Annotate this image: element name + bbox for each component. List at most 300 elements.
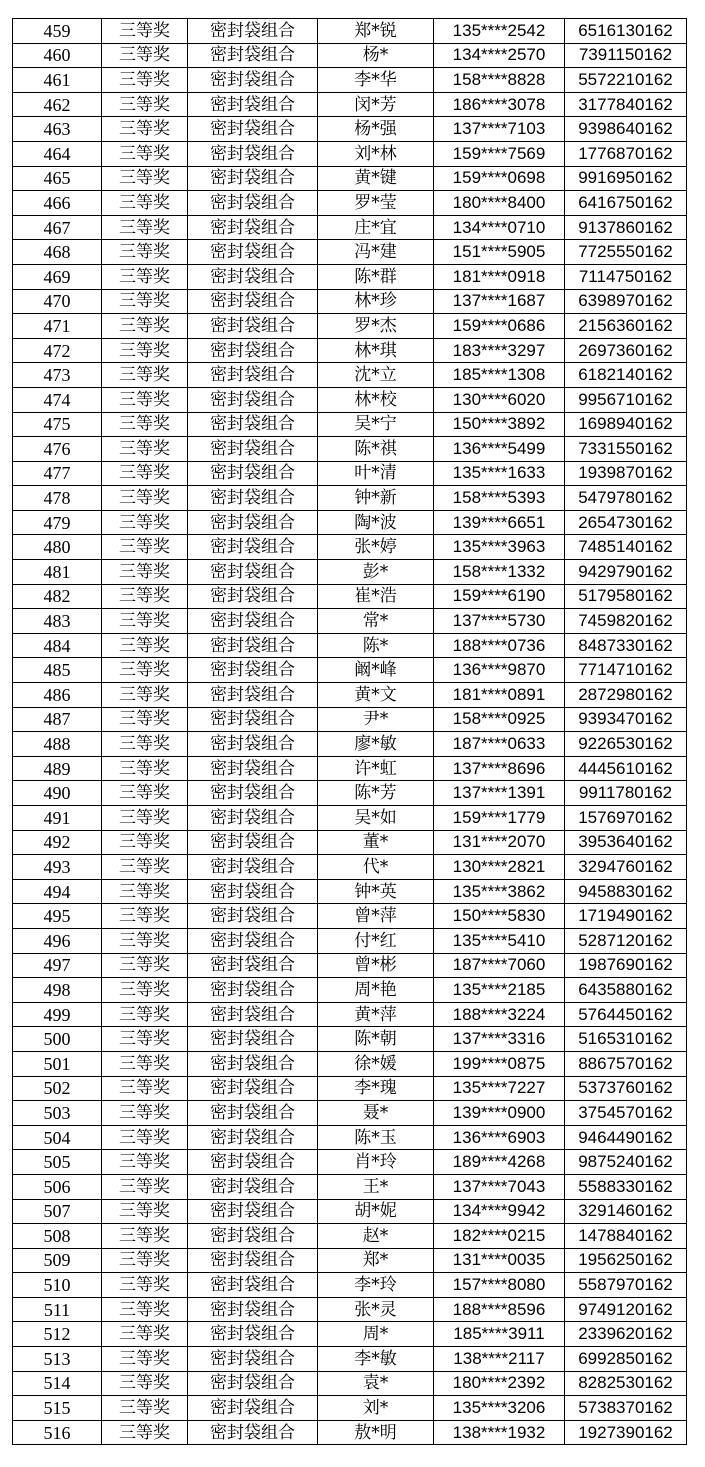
masked-phone-cell: 159****6190 <box>434 584 565 609</box>
row-number-cell: 481 <box>13 560 102 585</box>
row-number-cell: 480 <box>13 535 102 560</box>
masked-phone-cell: 137****1687 <box>434 289 565 314</box>
prize-item-cell: 密封袋组合 <box>188 1347 318 1372</box>
winner-name-cell: 李*瑰 <box>318 1076 434 1101</box>
table-row <box>13 289 687 314</box>
prize-level-cell: 三等奖 <box>102 1101 188 1126</box>
row-number-cell: 467 <box>13 215 102 240</box>
winner-name-cell: 郑*锐 <box>318 19 434 44</box>
table-row <box>13 1002 687 1027</box>
prize-level-cell: 三等奖 <box>102 338 188 363</box>
table-row <box>13 363 687 388</box>
table-row <box>13 1297 687 1322</box>
winner-name-cell: 庄*宜 <box>318 215 434 240</box>
masked-phone-cell: 138****2117 <box>434 1347 565 1372</box>
masked-phone-cell: 135****2185 <box>434 978 565 1003</box>
prize-item-cell: 密封袋组合 <box>188 1273 318 1298</box>
order-number-cell: 8487330162 <box>565 633 687 658</box>
table-row <box>13 584 687 609</box>
order-number-cell: 7714710162 <box>565 658 687 683</box>
winner-name-cell: 吴*宁 <box>318 412 434 437</box>
masked-phone-cell: 139****0900 <box>434 1101 565 1126</box>
order-number-cell: 7459820162 <box>565 609 687 634</box>
row-number-cell: 466 <box>13 191 102 216</box>
prize-item-cell: 密封袋组合 <box>188 953 318 978</box>
prize-item-cell: 密封袋组合 <box>188 363 318 388</box>
prize-level-cell: 三等奖 <box>102 43 188 68</box>
order-number-cell: 5165310162 <box>565 1027 687 1052</box>
prize-level-cell: 三等奖 <box>102 584 188 609</box>
winner-name-cell: 董* <box>318 830 434 855</box>
order-number-cell: 5738370162 <box>565 1396 687 1421</box>
winner-name-cell: 黄*键 <box>318 166 434 191</box>
row-number-cell: 512 <box>13 1322 102 1347</box>
row-number-cell: 460 <box>13 43 102 68</box>
row-number-cell: 473 <box>13 363 102 388</box>
masked-phone-cell: 134****9942 <box>434 1199 565 1224</box>
winner-name-cell: 袁* <box>318 1371 434 1396</box>
prize-item-cell: 密封袋组合 <box>188 658 318 683</box>
masked-phone-cell: 131****2070 <box>434 830 565 855</box>
order-number-cell: 8867570162 <box>565 1051 687 1076</box>
order-number-cell: 6992850162 <box>565 1347 687 1372</box>
table-row <box>13 338 687 363</box>
masked-phone-cell: 188****0736 <box>434 633 565 658</box>
prize-item-cell: 密封袋组合 <box>188 412 318 437</box>
winner-name-cell: 陈*群 <box>318 264 434 289</box>
prize-level-cell: 三等奖 <box>102 1248 188 1273</box>
row-number-cell: 469 <box>13 264 102 289</box>
masked-phone-cell: 159****0686 <box>434 314 565 339</box>
prize-level-cell: 三等奖 <box>102 68 188 93</box>
winner-name-cell: 陈*芳 <box>318 781 434 806</box>
order-number-cell: 1956250162 <box>565 1248 687 1273</box>
prize-item-cell: 密封袋组合 <box>188 338 318 363</box>
winner-name-cell: 杨* <box>318 43 434 68</box>
row-number-cell: 486 <box>13 683 102 708</box>
row-number-cell: 509 <box>13 1248 102 1273</box>
order-number-cell: 7331550162 <box>565 437 687 462</box>
table-row <box>13 1371 687 1396</box>
prize-level-cell: 三等奖 <box>102 1224 188 1249</box>
prize-level-cell: 三等奖 <box>102 387 188 412</box>
row-number-cell: 472 <box>13 338 102 363</box>
prize-level-cell: 三等奖 <box>102 1371 188 1396</box>
prize-item-cell: 密封袋组合 <box>188 560 318 585</box>
prize-level-cell: 三等奖 <box>102 658 188 683</box>
table-row <box>13 510 687 535</box>
row-number-cell: 468 <box>13 240 102 265</box>
prize-level-cell: 三等奖 <box>102 412 188 437</box>
table-row <box>13 1224 687 1249</box>
table-row <box>13 264 687 289</box>
order-number-cell: 9393470162 <box>565 707 687 732</box>
table-row <box>13 683 687 708</box>
winner-name-cell: 徐*媛 <box>318 1051 434 1076</box>
order-number-cell: 7391150162 <box>565 43 687 68</box>
winner-name-cell: 钟*英 <box>318 879 434 904</box>
prize-level-cell: 三等奖 <box>102 141 188 166</box>
table-row <box>13 1150 687 1175</box>
masked-phone-cell: 130****6020 <box>434 387 565 412</box>
prize-level-cell: 三等奖 <box>102 166 188 191</box>
winner-name-cell: 黄*文 <box>318 683 434 708</box>
masked-phone-cell: 150****5830 <box>434 904 565 929</box>
winner-name-cell: 许*虹 <box>318 756 434 781</box>
masked-phone-cell: 151****5905 <box>434 240 565 265</box>
row-number-cell: 516 <box>13 1420 102 1445</box>
table-row <box>13 978 687 1003</box>
table-row <box>13 535 687 560</box>
winner-name-cell: 陶*波 <box>318 510 434 535</box>
order-number-cell: 1576970162 <box>565 806 687 831</box>
winner-name-cell: 黄*萍 <box>318 1002 434 1027</box>
row-number-cell: 465 <box>13 166 102 191</box>
masked-phone-cell: 134****2570 <box>434 43 565 68</box>
prize-item-cell: 密封袋组合 <box>188 289 318 314</box>
masked-phone-cell: 136****6903 <box>434 1125 565 1150</box>
masked-phone-cell: 134****0710 <box>434 215 565 240</box>
row-number-cell: 510 <box>13 1273 102 1298</box>
winner-name-cell: 肖*玲 <box>318 1150 434 1175</box>
order-number-cell: 3294760162 <box>565 855 687 880</box>
order-number-cell: 9956710162 <box>565 387 687 412</box>
prize-item-cell: 密封袋组合 <box>188 486 318 511</box>
winner-name-cell: 代* <box>318 855 434 880</box>
masked-phone-cell: 159****0698 <box>434 166 565 191</box>
winner-name-cell: 陈* <box>318 633 434 658</box>
table-row <box>13 1027 687 1052</box>
row-number-cell: 483 <box>13 609 102 634</box>
prize-item-cell: 密封袋组合 <box>188 633 318 658</box>
prize-item-cell: 密封袋组合 <box>188 191 318 216</box>
masked-phone-cell: 188****8596 <box>434 1297 565 1322</box>
order-number-cell: 9137860162 <box>565 215 687 240</box>
row-number-cell: 493 <box>13 855 102 880</box>
prize-item-cell: 密封袋组合 <box>188 1248 318 1273</box>
prize-level-cell: 三等奖 <box>102 191 188 216</box>
masked-phone-cell: 187****7060 <box>434 953 565 978</box>
row-number-cell: 464 <box>13 141 102 166</box>
row-number-cell: 490 <box>13 781 102 806</box>
masked-phone-cell: 186****3078 <box>434 92 565 117</box>
row-number-cell: 462 <box>13 92 102 117</box>
prize-item-cell: 密封袋组合 <box>188 1101 318 1126</box>
masked-phone-cell: 185****3911 <box>434 1322 565 1347</box>
winner-name-cell: 阚*峰 <box>318 658 434 683</box>
order-number-cell: 9398640162 <box>565 117 687 142</box>
prize-item-cell: 密封袋组合 <box>188 1371 318 1396</box>
table-row <box>13 633 687 658</box>
row-number-cell: 508 <box>13 1224 102 1249</box>
prize-item-cell: 密封袋组合 <box>188 461 318 486</box>
prize-level-cell: 三等奖 <box>102 19 188 44</box>
masked-phone-cell: 137****5730 <box>434 609 565 634</box>
prize-item-cell: 密封袋组合 <box>188 584 318 609</box>
prize-level-cell: 三等奖 <box>102 461 188 486</box>
prize-level-cell: 三等奖 <box>102 1273 188 1298</box>
order-number-cell: 3177840162 <box>565 92 687 117</box>
masked-phone-cell: 138****1932 <box>434 1420 565 1445</box>
prize-item-cell: 密封袋组合 <box>188 855 318 880</box>
prize-item-cell: 密封袋组合 <box>188 240 318 265</box>
order-number-cell: 9875240162 <box>565 1150 687 1175</box>
masked-phone-cell: 135****2542 <box>434 19 565 44</box>
prize-level-cell: 三等奖 <box>102 1002 188 1027</box>
winner-name-cell: 杨*强 <box>318 117 434 142</box>
row-number-cell: 471 <box>13 314 102 339</box>
masked-phone-cell: 137****7043 <box>434 1174 565 1199</box>
winner-name-cell: 林*珍 <box>318 289 434 314</box>
row-number-cell: 470 <box>13 289 102 314</box>
winner-name-cell: 闵*芳 <box>318 92 434 117</box>
row-number-cell: 485 <box>13 658 102 683</box>
masked-phone-cell: 199****0875 <box>434 1051 565 1076</box>
table-row <box>13 1273 687 1298</box>
row-number-cell: 461 <box>13 68 102 93</box>
prize-level-cell: 三等奖 <box>102 781 188 806</box>
winner-name-cell: 聂* <box>318 1101 434 1126</box>
masked-phone-cell: 183****3297 <box>434 338 565 363</box>
table-row <box>13 855 687 880</box>
prize-item-cell: 密封袋组合 <box>188 609 318 634</box>
prize-item-cell: 密封袋组合 <box>188 1396 318 1421</box>
prize-level-cell: 三等奖 <box>102 1076 188 1101</box>
winner-name-cell: 廖*敏 <box>318 732 434 757</box>
prize-level-cell: 三等奖 <box>102 830 188 855</box>
masked-phone-cell: 188****3224 <box>434 1002 565 1027</box>
order-number-cell: 2654730162 <box>565 510 687 535</box>
row-number-cell: 513 <box>13 1347 102 1372</box>
row-number-cell: 495 <box>13 904 102 929</box>
winner-name-cell: 陈*祺 <box>318 437 434 462</box>
winner-name-cell: 张*灵 <box>318 1297 434 1322</box>
masked-phone-cell: 139****6651 <box>434 510 565 535</box>
masked-phone-cell: 189****4268 <box>434 1150 565 1175</box>
prize-level-cell: 三等奖 <box>102 928 188 953</box>
prize-item-cell: 密封袋组合 <box>188 1150 318 1175</box>
table-row <box>13 387 687 412</box>
prize-item-cell: 密封袋组合 <box>188 437 318 462</box>
table-row <box>13 658 687 683</box>
table-row <box>13 68 687 93</box>
masked-phone-cell: 180****2392 <box>434 1371 565 1396</box>
prize-item-cell: 密封袋组合 <box>188 1199 318 1224</box>
masked-phone-cell: 159****1779 <box>434 806 565 831</box>
prize-level-cell: 三等奖 <box>102 683 188 708</box>
winner-name-cell: 曾*萍 <box>318 904 434 929</box>
table-row <box>13 43 687 68</box>
prize-level-cell: 三等奖 <box>102 1322 188 1347</box>
prize-item-cell: 密封袋组合 <box>188 215 318 240</box>
table-row <box>13 141 687 166</box>
prize-level-cell: 三等奖 <box>102 240 188 265</box>
winner-name-cell: 罗*莹 <box>318 191 434 216</box>
winner-name-cell: 林*校 <box>318 387 434 412</box>
order-number-cell: 7114750162 <box>565 264 687 289</box>
prize-level-cell: 三等奖 <box>102 560 188 585</box>
winners-table-body <box>13 19 687 1445</box>
prize-level-cell: 三等奖 <box>102 953 188 978</box>
order-number-cell: 9458830162 <box>565 879 687 904</box>
row-number-cell: 478 <box>13 486 102 511</box>
table-row <box>13 461 687 486</box>
table-row <box>13 240 687 265</box>
masked-phone-cell: 135****3206 <box>434 1396 565 1421</box>
order-number-cell: 5373760162 <box>565 1076 687 1101</box>
table-row <box>13 1248 687 1273</box>
prize-item-cell: 密封袋组合 <box>188 19 318 44</box>
prize-level-cell: 三等奖 <box>102 215 188 240</box>
row-number-cell: 497 <box>13 953 102 978</box>
prize-item-cell: 密封袋组合 <box>188 1297 318 1322</box>
winner-name-cell: 沈*立 <box>318 363 434 388</box>
table-row <box>13 166 687 191</box>
prize-level-cell: 三等奖 <box>102 363 188 388</box>
prize-item-cell: 密封袋组合 <box>188 904 318 929</box>
masked-phone-cell: 131****0035 <box>434 1248 565 1273</box>
row-number-cell: 511 <box>13 1297 102 1322</box>
masked-phone-cell: 158****1332 <box>434 560 565 585</box>
order-number-cell: 9429790162 <box>565 560 687 585</box>
prize-item-cell: 密封袋组合 <box>188 1125 318 1150</box>
order-number-cell: 2156360162 <box>565 314 687 339</box>
row-number-cell: 501 <box>13 1051 102 1076</box>
winner-name-cell: 尹* <box>318 707 434 732</box>
row-number-cell: 499 <box>13 1002 102 1027</box>
order-number-cell: 3291460162 <box>565 1199 687 1224</box>
order-number-cell: 6182140162 <box>565 363 687 388</box>
winner-name-cell: 王* <box>318 1174 434 1199</box>
row-number-cell: 506 <box>13 1174 102 1199</box>
order-number-cell: 2339620162 <box>565 1322 687 1347</box>
row-number-cell: 474 <box>13 387 102 412</box>
prize-level-cell: 三等奖 <box>102 1125 188 1150</box>
table-row <box>13 609 687 634</box>
prize-level-cell: 三等奖 <box>102 289 188 314</box>
order-number-cell: 7725550162 <box>565 240 687 265</box>
row-number-cell: 487 <box>13 707 102 732</box>
prize-level-cell: 三等奖 <box>102 879 188 904</box>
prize-item-cell: 密封袋组合 <box>188 314 318 339</box>
prize-item-cell: 密封袋组合 <box>188 68 318 93</box>
order-number-cell: 3754570162 <box>565 1101 687 1126</box>
prize-item-cell: 密封袋组合 <box>188 830 318 855</box>
winner-name-cell: 彭* <box>318 560 434 585</box>
winner-name-cell: 林*琪 <box>318 338 434 363</box>
table-row <box>13 1101 687 1126</box>
winner-name-cell: 李*敏 <box>318 1347 434 1372</box>
prize-item-cell: 密封袋组合 <box>188 510 318 535</box>
order-number-cell: 1939870162 <box>565 461 687 486</box>
order-number-cell: 5764450162 <box>565 1002 687 1027</box>
winner-name-cell: 李*华 <box>318 68 434 93</box>
row-number-cell: 477 <box>13 461 102 486</box>
order-number-cell: 1776870162 <box>565 141 687 166</box>
table-row <box>13 191 687 216</box>
prize-level-cell: 三等奖 <box>102 117 188 142</box>
order-number-cell: 5587970162 <box>565 1273 687 1298</box>
masked-phone-cell: 158****5393 <box>434 486 565 511</box>
row-number-cell: 479 <box>13 510 102 535</box>
prize-item-cell: 密封袋组合 <box>188 535 318 560</box>
masked-phone-cell: 182****0215 <box>434 1224 565 1249</box>
prize-level-cell: 三等奖 <box>102 1027 188 1052</box>
prize-level-cell: 三等奖 <box>102 1051 188 1076</box>
masked-phone-cell: 150****3892 <box>434 412 565 437</box>
prize-item-cell: 密封袋组合 <box>188 1174 318 1199</box>
order-number-cell: 1719490162 <box>565 904 687 929</box>
prize-level-cell: 三等奖 <box>102 633 188 658</box>
row-number-cell: 498 <box>13 978 102 1003</box>
prize-item-cell: 密封袋组合 <box>188 756 318 781</box>
order-number-cell: 3953640162 <box>565 830 687 855</box>
masked-phone-cell: 136****9870 <box>434 658 565 683</box>
masked-phone-cell: 137****8696 <box>434 756 565 781</box>
masked-phone-cell: 137****1391 <box>434 781 565 806</box>
prize-level-cell: 三等奖 <box>102 609 188 634</box>
winner-name-cell: 刘* <box>318 1396 434 1421</box>
table-row <box>13 215 687 240</box>
order-number-cell: 1987690162 <box>565 953 687 978</box>
row-number-cell: 502 <box>13 1076 102 1101</box>
row-number-cell: 504 <box>13 1125 102 1150</box>
row-number-cell: 505 <box>13 1150 102 1175</box>
prize-level-cell: 三等奖 <box>102 510 188 535</box>
masked-phone-cell: 185****1308 <box>434 363 565 388</box>
prize-level-cell: 三等奖 <box>102 1396 188 1421</box>
table-row <box>13 953 687 978</box>
row-number-cell: 494 <box>13 879 102 904</box>
prize-item-cell: 密封袋组合 <box>188 43 318 68</box>
table-row <box>13 756 687 781</box>
order-number-cell: 9749120162 <box>565 1297 687 1322</box>
table-row <box>13 879 687 904</box>
table-row <box>13 1051 687 1076</box>
prize-level-cell: 三等奖 <box>102 1347 188 1372</box>
table-row <box>13 412 687 437</box>
table-row <box>13 117 687 142</box>
prize-item-cell: 密封袋组合 <box>188 1224 318 1249</box>
row-number-cell: 476 <box>13 437 102 462</box>
prize-level-cell: 三等奖 <box>102 264 188 289</box>
order-number-cell: 1927390162 <box>565 1420 687 1445</box>
masked-phone-cell: 137****7103 <box>434 117 565 142</box>
table-row <box>13 486 687 511</box>
order-number-cell: 6398970162 <box>565 289 687 314</box>
masked-phone-cell: 158****0925 <box>434 707 565 732</box>
winner-name-cell: 陈*玉 <box>318 1125 434 1150</box>
table-row <box>13 806 687 831</box>
table-row <box>13 1322 687 1347</box>
row-number-cell: 488 <box>13 732 102 757</box>
prize-item-cell: 密封袋组合 <box>188 264 318 289</box>
table-row <box>13 92 687 117</box>
table-row <box>13 830 687 855</box>
table-row <box>13 437 687 462</box>
winner-name-cell: 周* <box>318 1322 434 1347</box>
row-number-cell: 482 <box>13 584 102 609</box>
order-number-cell: 6516130162 <box>565 19 687 44</box>
winners-table <box>12 18 687 1445</box>
masked-phone-cell: 180****8400 <box>434 191 565 216</box>
table-row <box>13 1347 687 1372</box>
winner-name-cell: 冯*建 <box>318 240 434 265</box>
row-number-cell: 489 <box>13 756 102 781</box>
prize-item-cell: 密封袋组合 <box>188 978 318 1003</box>
table-row <box>13 1420 687 1445</box>
row-number-cell: 515 <box>13 1396 102 1421</box>
